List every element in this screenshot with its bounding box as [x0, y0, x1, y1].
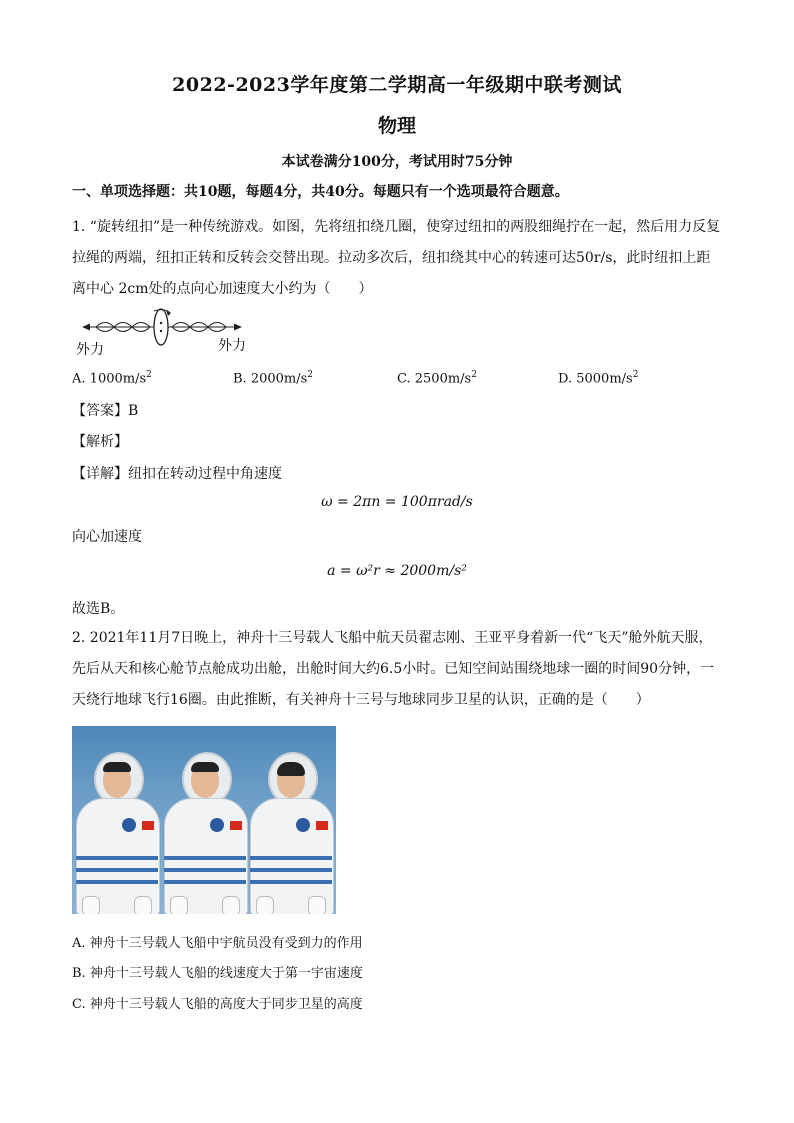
- astronaut-left: [72, 746, 162, 914]
- q1-detail: 【详解】纽扣在转动过程中角速度: [72, 466, 282, 482]
- spinning-button-figure: [72, 305, 252, 363]
- button-hole-top: [160, 322, 162, 324]
- option-exponent: 2: [632, 370, 639, 380]
- q2-stem: 2. 2021年11月7日晚上，神舟十三号载人飞船中航天员翟志刚、王亚平身着新一代“飞天”舱外航天服，先后从天和核心舱节点舱成功出舱，出舱时间大约6.5小时。已知空间站围绕地球一圈的时间90分钟，一天绕行地球飞行16圈。由此推断，有关神舟十三号与地球同步卫星的认识，正确的是（ ）: [72, 630, 715, 708]
- option-letter: A.: [72, 371, 86, 387]
- exam-title: 2022-2023学年度第二学期高一年级期中联考测试: [172, 74, 622, 96]
- astronauts-photo: [72, 726, 336, 914]
- subject-title: 物理: [377, 115, 416, 137]
- right-arrow-head: [234, 324, 242, 331]
- option-value: 2500m/s: [414, 371, 472, 387]
- option-exponent: 2: [307, 370, 314, 380]
- option-value: 1000m/s: [89, 371, 147, 387]
- q2-option-a: A. 神舟十三号载人飞船中宇航员没有受到力的作用: [72, 936, 363, 951]
- q1-answer: 【答案】B: [72, 403, 139, 419]
- option-letter: C.: [397, 371, 411, 387]
- option-exponent: 2: [146, 370, 152, 380]
- section-heading: 一、单项选择题：共10题，每题4分，共40分。每题只有一个选项最符合题意。: [72, 184, 569, 200]
- q1-stem: 1. “旋转纽扣”是一种传统游戏。如图，先将纽扣绕几圈，使穿过纽扣的两股细绳拧在一起，然后用力反复拉绳的两端，纽扣正转和反转会交替出现。拉动多次后，纽扣绕其中心的转速可达50r/s，此时纽扣上距离中心 2cm处的点向心加速度大小约为（ ）: [72, 219, 721, 297]
- exam-note: 本试卷满分100分，考试用时75分钟: [281, 154, 513, 170]
- force-label-left: 外力: [76, 342, 104, 358]
- astronaut-middle: [160, 746, 250, 914]
- q1-option-d: [558, 370, 638, 386]
- q2-option-b: B. 神舟十三号载人飞船的线速度大于第一宇宙速度: [72, 966, 363, 981]
- force-label-right: 外力: [218, 338, 246, 354]
- q1-centripetal-label: 向心加速度: [72, 529, 142, 545]
- q1-conclusion: 故选B。: [72, 601, 125, 617]
- q1-formula-acceleration: a = ω²r ≈ 2000m/s²: [327, 563, 467, 579]
- q1-option-a: [72, 370, 152, 386]
- option-letter: D.: [558, 371, 573, 387]
- option-value: 5000m/s: [576, 371, 633, 387]
- button-hole-bottom: [160, 330, 162, 332]
- q1-formula-omega: ω = 2πn = 100πrad/s: [321, 494, 473, 510]
- astronaut-right: [246, 746, 336, 914]
- q1-analysis: 【解析】: [72, 434, 128, 450]
- option-value: 2000m/s: [250, 371, 308, 387]
- option-exponent: 2: [471, 370, 477, 380]
- q1-option-b: [233, 370, 313, 386]
- option-letter: B.: [233, 371, 247, 387]
- q1-option-c: [397, 370, 477, 386]
- left-arrow-head: [82, 324, 90, 331]
- q2-option-c: C. 神舟十三号载人飞船的高度大于同步卫星的高度: [72, 997, 363, 1012]
- button-disc: [154, 309, 168, 345]
